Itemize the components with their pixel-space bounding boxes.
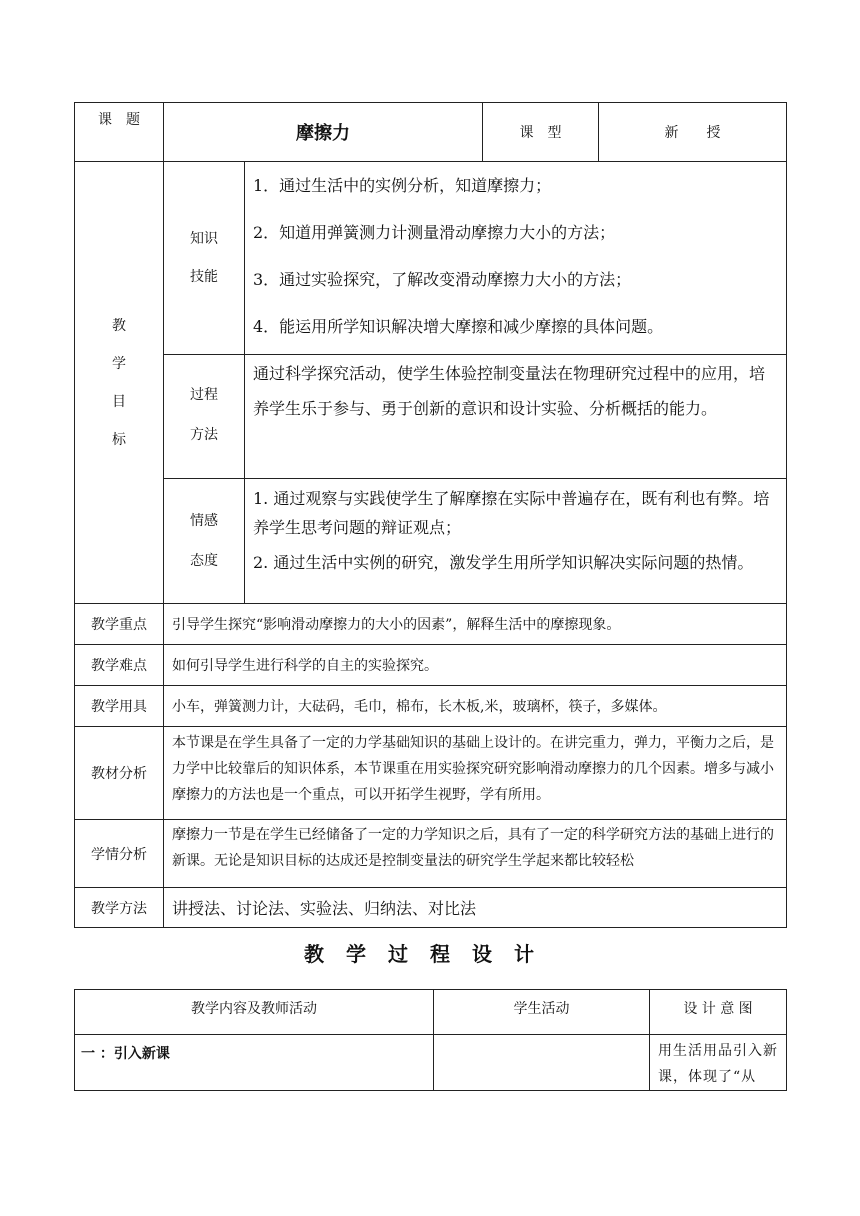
process-header-student: 学生活动 [434,990,650,1035]
row-label: 教学用具 [75,686,164,727]
type-label: 课 型 [483,103,599,162]
type-value: 新 授 [599,103,787,162]
row-text: 小车，弹簧测力计，大砝码，毛巾，棉布，长木板,米，玻璃杯，筷子，多媒体。 [164,686,787,727]
difficulty-row [75,645,787,686]
process-header-content: 教学内容及教师活动 [75,990,434,1035]
knowledge-label-line: 知识 [190,231,218,247]
row-text: 如何引导学生进行科学的自主的实验探究。 [164,645,787,686]
topic-value: 摩擦力 [164,103,483,162]
row-text: 摩擦力一节是在学生已经储备了一定的力学知识之后，具有了一定的科学研究方法的基础上进行的新课。无论是知识目标的达成还是控制变量法的研究学生学起来都比较轻松 [164,820,787,888]
objectives-label [75,162,164,604]
emotion-label [164,479,245,604]
row-label: 教学难点 [75,645,164,686]
process-first-row [75,1035,787,1091]
process-label-line: 方法 [190,427,218,443]
textbook-analysis-row [75,727,787,820]
knowledge-item: 4．能运用所学知识解决增大摩擦和减少摩擦的具体问题。 [253,317,664,336]
header-row [75,103,787,162]
process-label [164,355,245,479]
process-heading: 教学过程设计 [304,942,556,966]
row-label: 教学重点 [75,604,164,645]
knowledge-item: 2．知道用弹簧测力计测量滑动摩擦力大小的方法； [253,223,616,242]
knowledge-row [75,162,787,355]
learner-analysis-row [75,820,787,888]
row-label: 教材分析 [75,727,164,820]
objectives-label-char: 教 [112,317,126,334]
process-row [75,355,787,479]
method-row [75,888,787,928]
process-content-cell: 一 ：引入新课 [75,1035,434,1091]
objectives-label-char: 标 [112,431,126,448]
process-table [74,989,787,1091]
process-label-line: 过程 [190,387,218,403]
knowledge-item: 1．通过生活中的实例分析，知道摩擦力； [253,176,552,195]
emotion-row [75,479,787,604]
key-point-row [75,604,787,645]
emotion-item: 1. 通过观察与实践使学生了解摩擦在实际中普遍存在，既有利也有弊。培养学生思考问题的辩证观点； [253,489,770,537]
lesson-info-table [74,102,787,928]
row-text: 本节课是在学生具备了一定的力学基础知识的基础上设计的。在讲完重力，弹力，平衡力之后，是力学中比较靠后的知识体系，本节课重在用实验探究研究影响滑动摩擦力的几个因素。增多与减小摩擦力的方法也是一个重点，可以开拓学生视野，学有所用。 [164,727,787,820]
knowledge-item: 3．通过实验探究，了解改变滑动摩擦力大小的方法； [253,270,632,289]
row-label: 教学方法 [75,888,164,928]
process-intent-cell: 用生活用品引入新课，体现了“从 [650,1035,787,1091]
process-header-row [75,990,787,1035]
emotion-items [245,479,787,604]
knowledge-label [164,162,245,355]
emotion-label-line: 态度 [190,553,218,569]
process-text: 通过科学探究活动，使学生体验控制变量法在物理研究过程中的应用，培养学生乐于参与、勇于创新的意识和设计实验、分析概括的能力。 [245,355,787,479]
process-student-cell [434,1035,650,1091]
topic-label: 课 题 [75,103,164,162]
row-text: 引导学生探究“影响滑动摩擦力的大小的因素”，解释生活中的摩擦现象。 [164,604,787,645]
knowledge-label-line: 技能 [190,269,218,285]
tools-row [75,686,787,727]
process-header-intent: 设 计 意 图 [650,990,787,1035]
objectives-label-char: 目 [112,393,126,410]
row-label: 学情分析 [75,820,164,888]
emotion-label-line: 情感 [190,513,218,529]
row-text: 讲授法、讨论法、实验法、归纳法、对比法 [164,888,787,928]
objectives-label-char: 学 [112,355,126,372]
emotion-item: 2. 通过生活中实例的研究，激发学生用所学知识解决实际问题的热情。 [253,553,754,572]
knowledge-items [245,162,787,355]
